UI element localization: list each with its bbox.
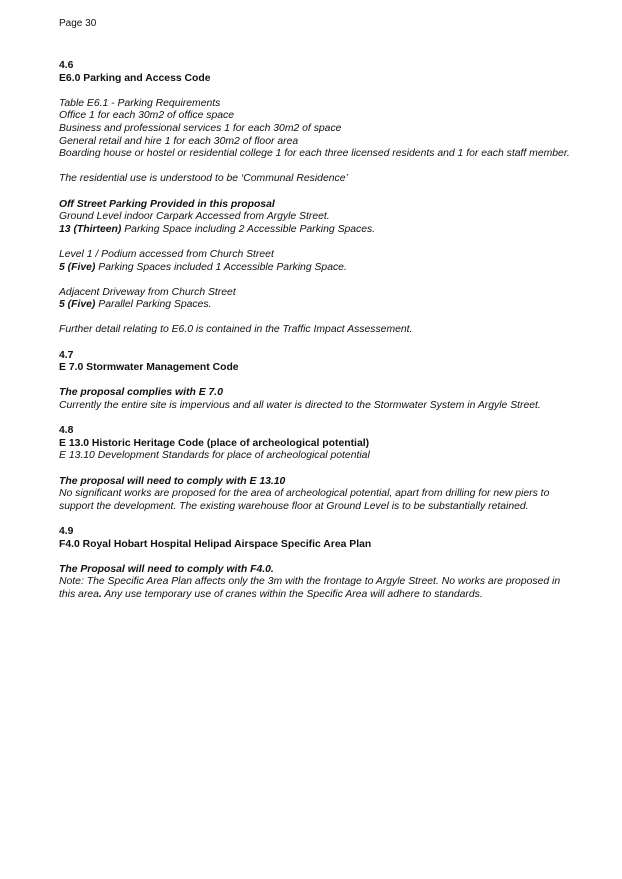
section-title: E6.0 Parking and Access Code xyxy=(59,72,211,84)
section-4-8 xyxy=(59,425,579,513)
section-text-part: Any use temporary use of cranes within the Specific Area will adhere to standards. xyxy=(101,588,483,600)
residential-note: The residential use is understood to be ‘Communal Residence’ xyxy=(59,173,348,185)
section-title: E 13.0 Historic Heritage Code (place of archeological potential) xyxy=(59,437,370,449)
further-detail: Further detail relating to E6.0 is contained in the Traffic Impact Assessement. xyxy=(59,324,413,336)
driveway-count: 5 (Five) xyxy=(59,299,96,311)
section-number: 4.9 xyxy=(59,525,74,537)
driveway-count-text: Parallel Parking Spaces. xyxy=(95,299,212,311)
driveway-line: Adjacent Driveway from Church Street xyxy=(59,286,236,298)
level1-count-line xyxy=(59,262,579,275)
table-line: General retail and hire 1 for each 30m2 of floor area xyxy=(59,135,299,147)
page-number: Page 30 xyxy=(59,18,97,29)
parking-heading: Off Street Parking Provided in this proposal xyxy=(59,198,275,210)
table-line: Business and professional services 1 for each 30m2 of space xyxy=(59,122,342,134)
ground-level-count: 13 (Thirteen) xyxy=(59,223,122,235)
section-subtitle: E 13.10 Development Standards for place of archeological potential xyxy=(59,450,370,462)
section-number: 4.7 xyxy=(59,349,74,361)
ground-level-line: Ground Level indoor Carpark Accessed from Argyle Street. xyxy=(59,211,330,223)
section-text-period: . xyxy=(98,588,102,600)
section-text: No significant works are proposed for the area of archeological potential, apart from drilling for new piers to support the development. The existing warehouse floor at Ground Level is to be substantially retained. xyxy=(59,488,550,512)
compliance-heading: The Proposal will need to comply with F4.0. xyxy=(59,563,274,575)
section-number: 4.8 xyxy=(59,425,74,437)
section-4-9 xyxy=(59,526,579,602)
section-text-part: Note: The Specific Area Plan affects only the 3m with the frontage to Argyle Street. No works are proposed in this area xyxy=(59,576,561,600)
section-text: Currently the entire site is impervious and all water is directed to the Stormwater System in Argyle Street. xyxy=(59,400,541,412)
level1-line: Level 1 / Podium accessed from Church Street xyxy=(59,248,274,260)
compliance-heading: The proposal will need to comply with E 13.10 xyxy=(59,475,286,487)
table-line: Boarding house or hostel or residential college 1 for each three licensed residents and 1 for each staff member. xyxy=(59,148,570,160)
section-title: F4.0 Royal Hobart Hospital Helipad Airspace Specific Area Plan xyxy=(59,538,372,550)
page-content xyxy=(59,60,579,602)
ground-level-count-line xyxy=(59,224,579,237)
ground-level-count-text: Parking Space including 2 Accessible Parking Spaces. xyxy=(121,223,376,235)
table-line: Office 1 for each 30m2 of office space xyxy=(59,110,235,122)
driveway-count-line xyxy=(59,299,579,312)
level1-count-text: Parking Spaces included 1 Accessible Parking Space. xyxy=(95,261,347,273)
section-text xyxy=(59,576,579,601)
section-4-7 xyxy=(59,350,579,413)
table-line: Table E6.1 - Parking Requirements xyxy=(59,97,221,109)
section-title: E 7.0 Stormwater Management Code xyxy=(59,362,239,374)
level1-count: 5 (Five) xyxy=(59,261,96,273)
section-4-6 xyxy=(59,60,579,337)
compliance-heading: The proposal complies with E 7.0 xyxy=(59,387,223,399)
section-number: 4.6 xyxy=(59,60,74,71)
